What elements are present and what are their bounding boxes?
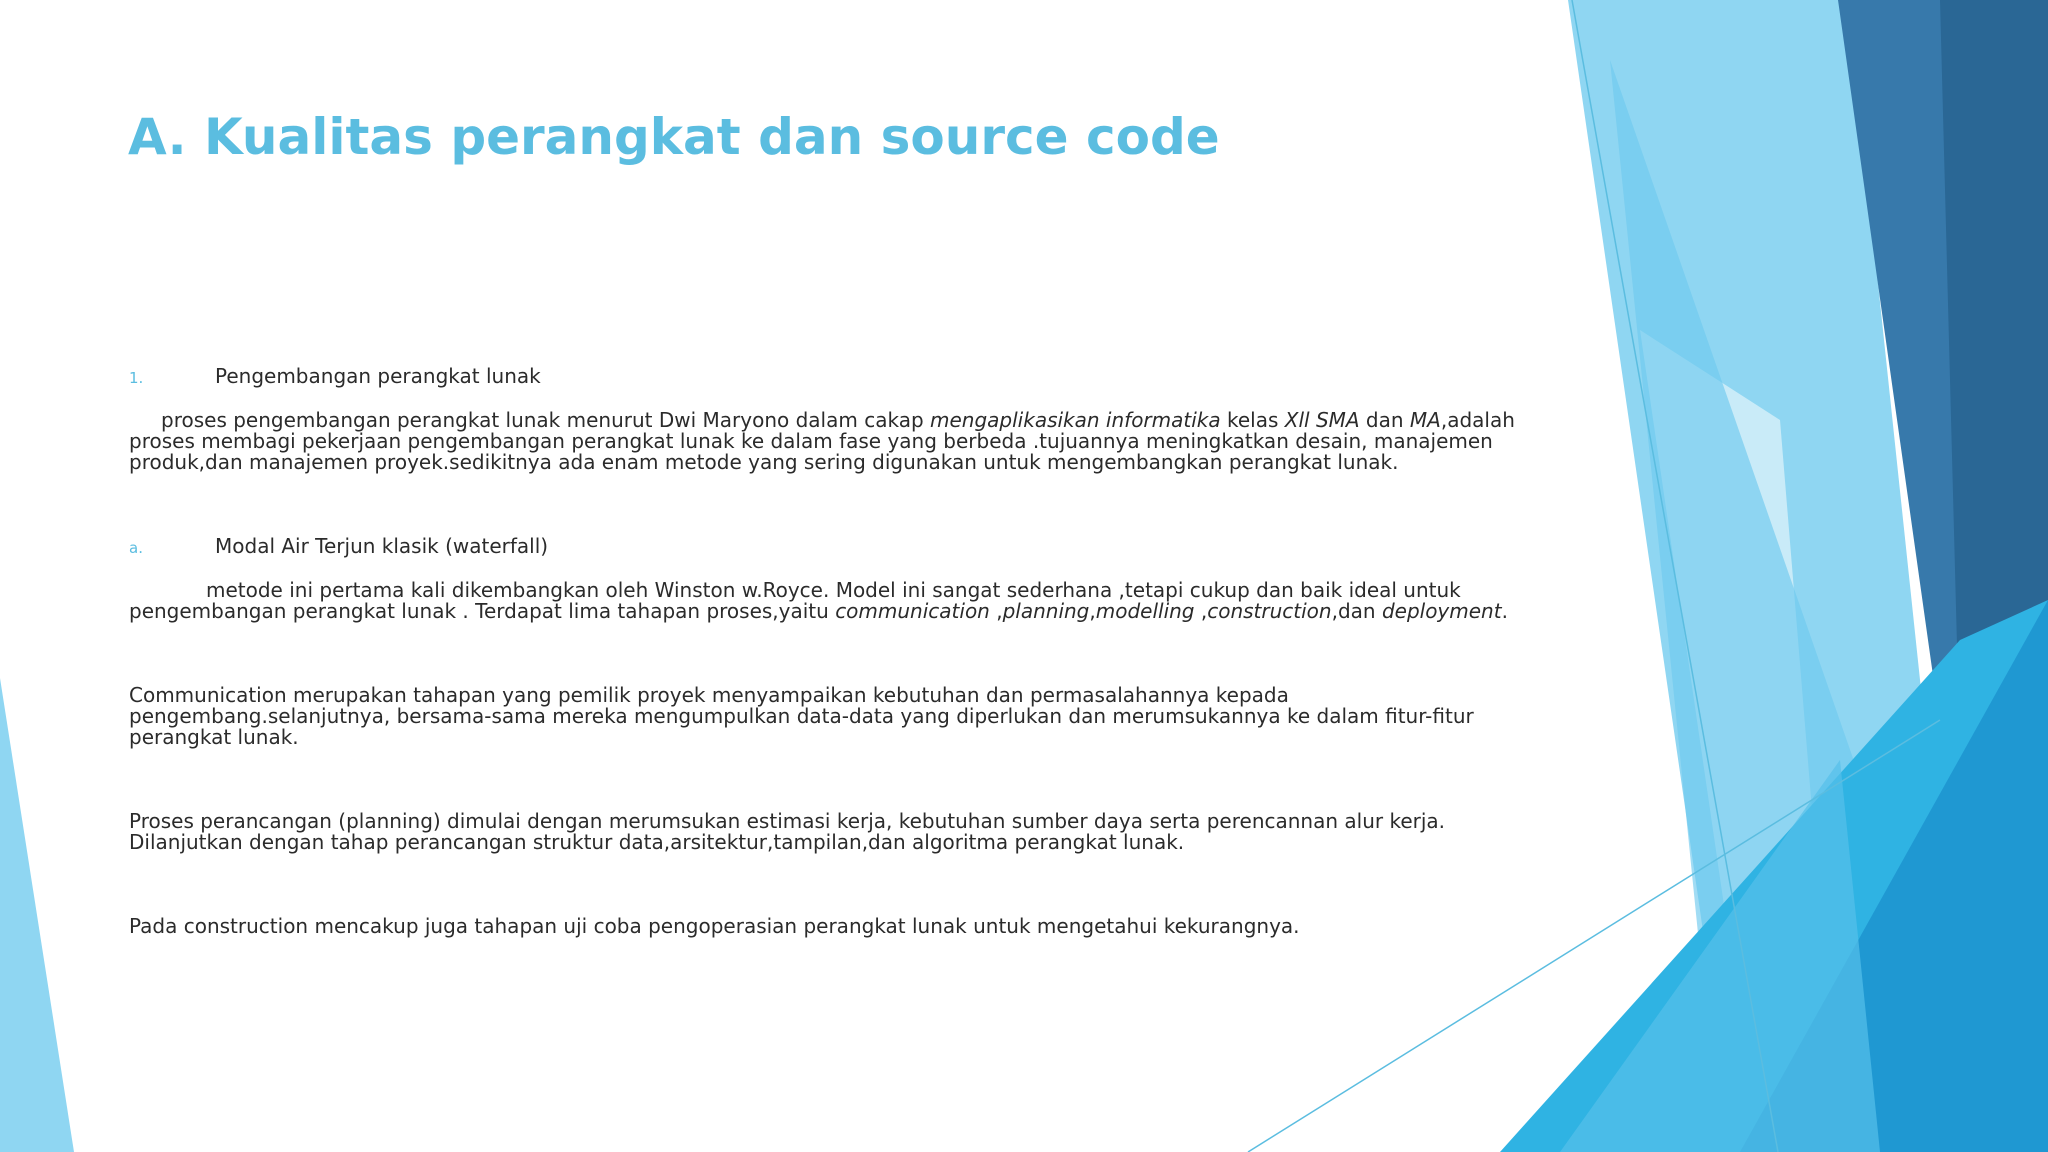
list-marker: a. [129, 539, 143, 557]
list-item-1 [129, 366, 1524, 389]
paragraph-planning: Proses perancangan (planning) dimulai dengan merumsukan estimasi kerja, kebutuhan sumber daya serta perencannan alur kerja. Dilanjutkan dengan tahap perancangan struktur data,arsitektur,tampilan,dan algoritma perangkat lunak. [129, 809, 1446, 854]
slide-content [129, 366, 1524, 937]
slide-title: A. Kualitas perangkat dan source code [128, 108, 1220, 166]
list-marker: 1. [129, 369, 144, 387]
paragraph-waterfall: metode ini pertama kali dikembangkan oleh Winston w.Royce. Model ini sangat sederhana ,tetapi cukup dan baik ideal untuk pengembangan perangkat lunak . Terdapat lima tahapan proses,yaitu communication ,planning,modelling ,construction,dan deployment. [129, 578, 1508, 623]
list-heading: Pengembangan perangkat lunak [215, 364, 541, 388]
list-item-a [129, 536, 1524, 559]
paragraph-definition: proses pengembangan perangkat lunak menurut Dwi Maryono dalam cakap mengaplikasikan informatika kelas Xll SMA dan MA,adalah proses membagi pekerjaan pengembangan perangkat lunak ke dalam fase yang berbeda .tujuannya meningkatkan desain, manajemen produk,dan manajemen proyek.sedikitnya ada enam metode yang sering digunakan untuk mengembangkan perangkat lunak. [129, 408, 1515, 474]
paragraph-construction: Pada construction mencakup juga tahapan uji coba pengoperasian perangkat lunak untuk mengetahui kekurangnya. [129, 914, 1300, 938]
list-heading: Modal Air Terjun klasik (waterfall) [215, 534, 549, 558]
paragraph-communication: Communication merupakan tahapan yang pemilik proyek menyampaikan kebutuhan dan permasalahannya kepada pengembang.selanjutnya, bersama-sama mereka mengumpulkan data-data yang diperlukan dan merumsukannya ke dalam fitur-fitur perangkat lunak. [129, 683, 1474, 749]
